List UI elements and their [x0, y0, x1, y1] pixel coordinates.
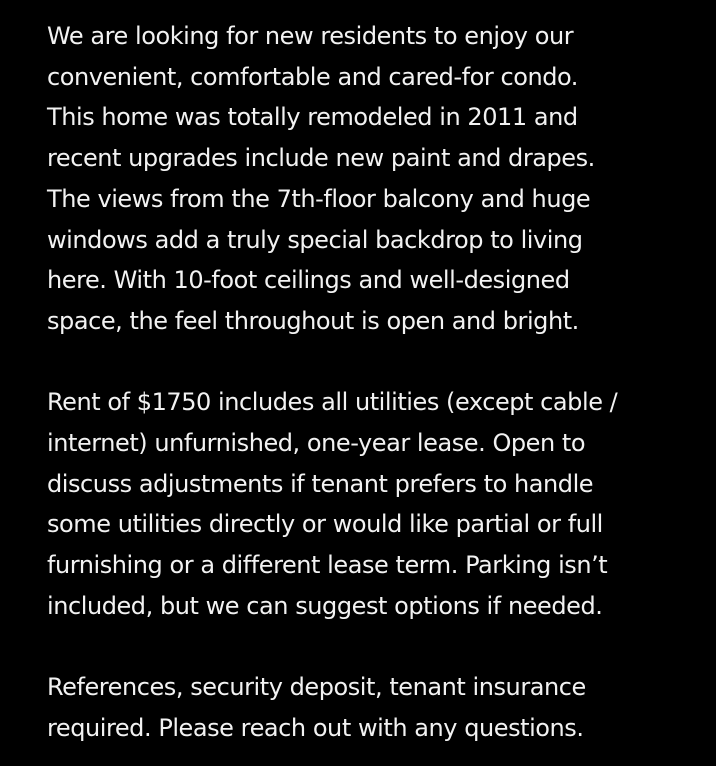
- text-line: Rent of $1750 includes all utilities (except cable /: [47, 388, 618, 417]
- text-line: recent upgrades include new paint and drapes.: [47, 144, 595, 173]
- text-line: included, but we can suggest options if needed.: [47, 591, 603, 620]
- text-line: required. Please reach out with any questions.: [47, 713, 584, 742]
- description-paragraph: [47, 16, 687, 342]
- text-line: convenient, comfortable and cared-for condo.: [47, 62, 578, 91]
- text-line: The views from the 7th-floor balcony and huge: [47, 184, 591, 213]
- text-line: internet) unfurnished, one-year lease. Open to: [47, 429, 586, 458]
- text-line: furnishing or a different lease term. Parking isn’t: [47, 551, 608, 580]
- text-line: This home was totally remodeled in 2011 and: [47, 103, 578, 132]
- text-line: here. With 10-foot ceilings and well-designed: [47, 266, 570, 295]
- rent-terms-paragraph: [47, 382, 687, 626]
- text-line: some utilities directly or would like partial or full: [47, 510, 603, 539]
- text-line: space, the feel throughout is open and bright.: [47, 306, 579, 335]
- text-line: References, security deposit, tenant insurance: [47, 673, 586, 702]
- text-line: We are looking for new residents to enjoy our: [47, 22, 574, 50]
- requirements-paragraph: [47, 667, 687, 748]
- text-line: discuss adjustments if tenant prefers to handle: [47, 469, 594, 498]
- listing-description: [47, 16, 687, 749]
- text-line: windows add a truly special backdrop to living: [47, 225, 583, 254]
